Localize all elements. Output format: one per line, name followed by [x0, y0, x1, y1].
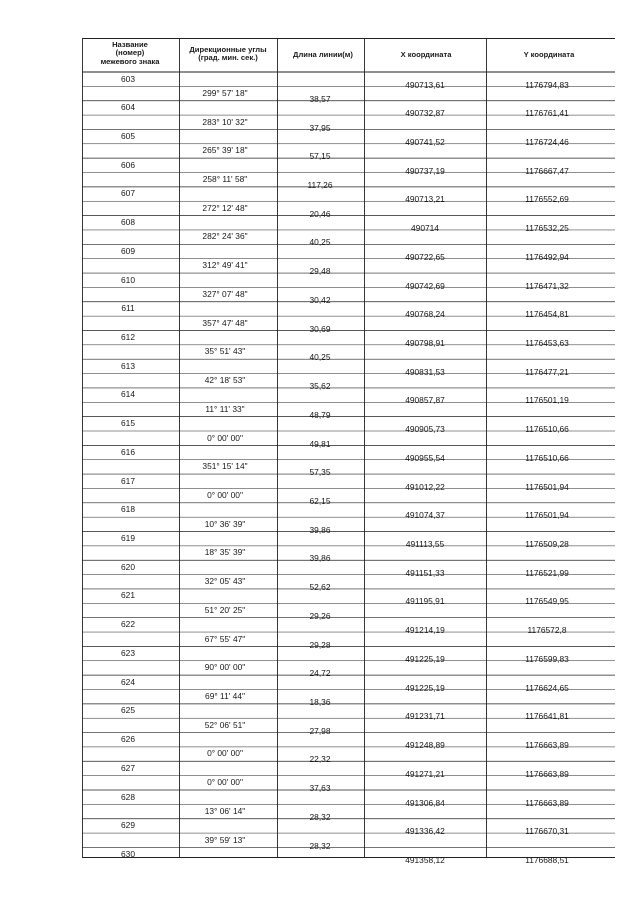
table-grid [82, 38, 615, 858]
point-x: 491151,33 [405, 567, 445, 578]
segment-length: 38,57 [309, 93, 331, 104]
point-y: 1176532,25 [525, 223, 569, 234]
segment-length: 28,32 [309, 840, 331, 851]
point-x: 490713,61 [405, 79, 445, 90]
segment-angle: 42° 18' 53" [204, 375, 246, 386]
point-x: 491271,21 [405, 768, 445, 779]
header-name-line3: межевого знака [100, 56, 160, 66]
header-name [101, 41, 160, 66]
point-name: 625 [121, 705, 135, 716]
segment-length: 37,63 [309, 783, 331, 794]
point-name: 614 [121, 389, 135, 400]
point-x: 490737,19 [405, 165, 445, 176]
point-name: 608 [121, 217, 135, 228]
point-name: 629 [121, 820, 135, 831]
segment-angle: 351° 15' 14" [202, 461, 248, 472]
point-name: 611 [121, 303, 135, 314]
segment-length: 48,79 [309, 409, 331, 420]
point-x: 490831,53 [405, 366, 445, 377]
point-y: 1176477,21 [525, 366, 569, 377]
point-name: 605 [121, 130, 135, 141]
point-y: 1176670,31 [525, 826, 569, 837]
point-x: 491113,55 [405, 539, 445, 550]
point-y: 1176501,94 [525, 481, 569, 492]
point-x: 491214,19 [405, 625, 445, 636]
segment-angle: 13° 06' 14" [204, 805, 246, 816]
segment-angle: 299° 57' 18" [202, 87, 248, 98]
segment-angle: 52° 06' 51" [204, 719, 246, 730]
segment-length: 49,81 [309, 438, 331, 449]
header-x: X координата [400, 50, 452, 59]
point-x: 490732,87 [405, 108, 445, 119]
segment-length: 30,42 [309, 294, 331, 305]
point-y: 1176624,65 [525, 682, 569, 693]
point-y: 1176724,46 [525, 136, 569, 147]
segment-angle: 272° 12' 48" [202, 202, 248, 213]
point-x: 490768,24 [405, 309, 445, 320]
point-x: 491012,22 [405, 481, 445, 492]
segment-angle: 32° 05' 43" [204, 576, 246, 587]
point-y: 1176510,66 [525, 452, 569, 463]
segment-length: 20,46 [309, 208, 331, 219]
point-name: 628 [121, 791, 135, 802]
point-y: 1176667,47 [525, 165, 569, 176]
segment-length: 62,15 [309, 495, 331, 506]
segment-angle: 90° 00' 00" [204, 662, 246, 673]
point-x: 490742,69 [405, 280, 445, 291]
point-x: 491248,89 [405, 740, 445, 751]
point-x: 491336,42 [405, 826, 445, 837]
point-name: 604 [121, 102, 135, 113]
coordinates-table [82, 38, 615, 865]
segment-angle: 357° 47' 48" [202, 317, 248, 328]
header-angles-line2: (град. мин. сек.) [198, 53, 258, 63]
segment-length: 29,28 [309, 639, 331, 650]
point-x: 490955,54 [405, 452, 445, 463]
point-name: 606 [121, 159, 135, 170]
point-name: 613 [121, 360, 135, 371]
point-x: 491074,37 [405, 510, 445, 521]
segment-length: 57,35 [309, 467, 331, 478]
point-x: 490741,52 [405, 136, 445, 147]
segment-length: 40,25 [309, 352, 331, 363]
segment-length: 40,25 [309, 237, 331, 248]
point-y: 1176552,69 [525, 194, 569, 205]
point-name: 616 [121, 446, 135, 457]
segment-angle: 35° 51' 43" [204, 346, 246, 357]
point-name: 615 [121, 418, 135, 429]
segment-length: 117,26 [307, 180, 333, 191]
point-x: 491225,19 [405, 682, 445, 693]
point-y: 1176501,19 [525, 395, 569, 406]
segment-length: 39,86 [309, 553, 331, 564]
segment-angle: 18° 35' 39" [204, 547, 246, 558]
point-name: 617 [121, 475, 135, 486]
segment-angle: 39° 59' 13" [204, 834, 246, 845]
segment-angle: 0° 00' 00" [207, 489, 243, 500]
segment-angle: 10° 36' 39" [204, 518, 246, 529]
point-y: 1176521,99 [525, 567, 569, 578]
segment-angle: 69° 11' 44" [205, 690, 245, 701]
point-name: 603 [121, 73, 135, 84]
segment-angle: 0° 00' 00" [207, 777, 243, 788]
segment-length: 18,36 [309, 696, 331, 707]
segment-length: 27,98 [309, 725, 331, 736]
point-name: 624 [121, 676, 135, 687]
segment-length: 24,72 [309, 668, 331, 679]
point-x: 490905,73 [405, 424, 445, 435]
point-name: 620 [121, 561, 135, 572]
segment-angle: 0° 00' 00" [207, 748, 243, 759]
point-y: 1176453,63 [525, 337, 569, 348]
header-name-line1: Название [112, 40, 148, 49]
header-name-line2: (номер) [115, 48, 145, 58]
point-y: 1176663,89 [525, 797, 569, 808]
segment-length: 37,95 [309, 122, 331, 133]
point-y: 1176501,94 [525, 510, 569, 521]
point-x: 491306,84 [405, 797, 445, 808]
segment-angle: 265° 39' 18" [202, 145, 248, 156]
point-y: 1176471,32 [525, 280, 569, 291]
point-x: 490857,87 [405, 395, 445, 406]
segment-angle: 0° 00' 00" [207, 432, 243, 443]
segment-length: 29,26 [309, 610, 331, 621]
point-name: 627 [121, 762, 135, 773]
segment-length: 52,62 [309, 582, 331, 593]
segment-length: 39,86 [309, 524, 331, 535]
point-x: 491358,12 [405, 854, 445, 865]
point-name: 621 [121, 590, 135, 601]
point-y: 1176663,89 [525, 768, 569, 779]
point-x: 490798,91 [405, 337, 445, 348]
point-name: 626 [121, 734, 135, 745]
segment-angle: 258° 11' 58" [202, 174, 248, 185]
segment-length: 35,62 [309, 381, 331, 392]
header-angles [189, 46, 266, 63]
segment-angle: 11° 11' 33" [205, 403, 245, 414]
point-y: 1176509,28 [525, 539, 569, 550]
point-x: 491225,19 [405, 653, 445, 664]
point-x: 491231,71 [405, 711, 445, 722]
segment-length: 28,32 [309, 811, 331, 822]
point-y: 1176572,8 [527, 625, 567, 636]
point-y: 1176663,89 [525, 740, 569, 751]
point-x: 490713,21 [405, 194, 445, 205]
point-name: 609 [121, 245, 135, 256]
point-y: 1176641,81 [525, 711, 569, 722]
point-y: 1176454,81 [525, 309, 569, 320]
point-name: 607 [121, 188, 135, 199]
point-y: 1176599,83 [525, 653, 569, 664]
point-name: 610 [121, 274, 135, 285]
point-x: 490722,65 [405, 251, 445, 262]
segment-angle: 282° 24' 36" [202, 231, 248, 242]
point-name: 619 [121, 533, 135, 544]
point-y: 1176492,94 [525, 251, 569, 262]
segment-angle: 51° 20' 25" [204, 604, 246, 615]
point-y: 1176761,41 [525, 108, 569, 119]
segment-angle: 67° 55' 47" [204, 633, 246, 644]
header-angles-line1: Дирекционные углы [189, 45, 267, 54]
point-y: 1176549,95 [525, 596, 569, 607]
segment-length: 29,48 [309, 266, 331, 277]
point-name: 622 [121, 619, 135, 630]
segment-angle: 312° 49' 41" [202, 260, 248, 271]
header-y: Y координата [523, 50, 575, 59]
point-name: 618 [121, 504, 135, 515]
segment-length: 22,32 [309, 754, 331, 765]
segment-angle: 327° 07' 48" [202, 288, 248, 299]
point-y: 1176688,51 [525, 854, 569, 865]
header-length: Длина линии(м) [293, 50, 353, 59]
segment-angle: 283° 10' 32" [202, 116, 248, 127]
segment-length: 57,15 [309, 151, 331, 162]
segment-length: 30,69 [309, 323, 331, 334]
point-name: 612 [121, 331, 135, 342]
point-x: 490714 [411, 223, 439, 234]
point-name: 630 [121, 848, 135, 859]
point-y: 1176510,66 [525, 424, 569, 435]
point-name: 623 [121, 647, 135, 658]
point-x: 491195,91 [405, 596, 445, 607]
point-y: 1176794,83 [525, 79, 569, 90]
